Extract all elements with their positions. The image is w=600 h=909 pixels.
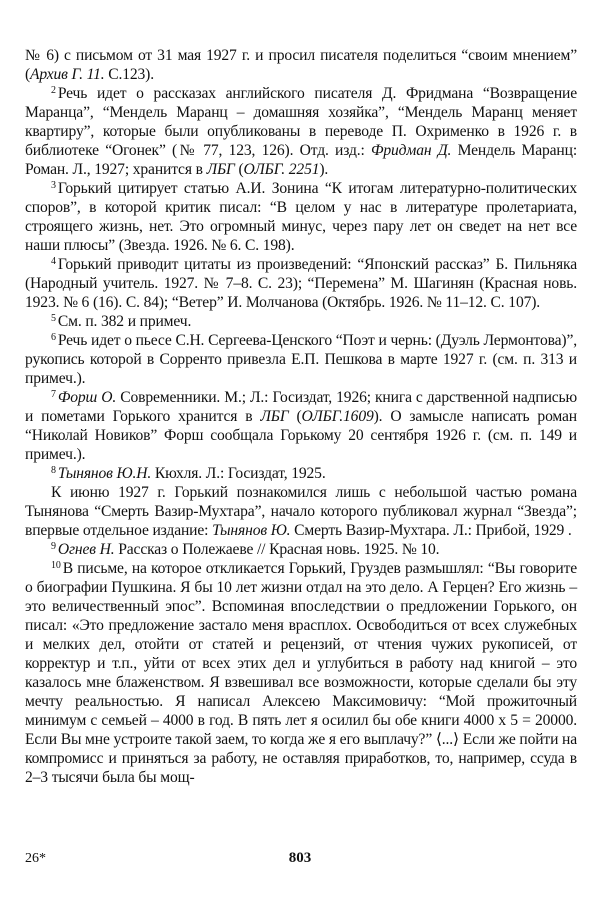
italic-reference: ОЛБГ. 2251 bbox=[243, 161, 320, 178]
text-run: Горький приводит цитаты из произведений: “Японский рассказ” Б. Пильняка (Народный учитель. 1927. № 7–8. С. 23); “Перемена” М. Шагинян (Красная новь. 1923. № 6 (16). С. 84); “Ветер” И. Молчанова (Октябрь. 1926. № 11–12. С. 107). bbox=[25, 256, 577, 311]
paragraph-note-6 bbox=[25, 331, 577, 388]
footnotes-body bbox=[25, 46, 577, 787]
paragraph-note-10 bbox=[25, 559, 577, 787]
text-run: Мендель Маранц: Роман. Л., 1927; хранится в bbox=[25, 142, 577, 178]
paragraph-note-8 bbox=[25, 464, 577, 483]
paragraph-note-4 bbox=[25, 255, 577, 312]
footnote-number: 5 bbox=[51, 313, 56, 324]
paragraph-note-9 bbox=[25, 540, 577, 559]
text-run: ). bbox=[319, 161, 329, 178]
footnote-number: 8 bbox=[51, 465, 56, 476]
italic-reference: ЛБГ bbox=[260, 408, 289, 425]
paragraph-note-8b bbox=[25, 483, 577, 540]
footnote-number: 2 bbox=[51, 85, 56, 96]
italic-reference: Тынянов Ю.Н. bbox=[57, 465, 152, 482]
text-run: ( bbox=[288, 408, 302, 425]
signature-mark: 26* bbox=[25, 851, 46, 866]
text-run: Горький цитирует статью А.И. Зонина “К итогам литературно-политических споров”, в которой критик писал: “В целом у нас в литературе пролетариата, строящего жизнь, нет. Это огромный минус, через пару лет он сведет на нет все наши плюсы” (Звезда. 1926. № 6. С. 198). bbox=[25, 180, 577, 254]
text-run: Речь идет о пьесе С.Н. Сергеева-Ценского “Поэт и чернь: (Дуэль Лермонтова)”, рукопись которой в Сорренто привезла Е.П. Пешкова в марте 1927 г. (см. п. 313 и примеч.). bbox=[25, 332, 577, 387]
footnote-number: 3 bbox=[51, 180, 56, 191]
paragraph-note-5 bbox=[25, 312, 577, 331]
paragraph-note-3 bbox=[25, 179, 577, 255]
page-number: 803 bbox=[288, 850, 312, 866]
italic-reference: Архив Г. 11. bbox=[30, 66, 105, 83]
paragraph-note-2 bbox=[25, 84, 577, 179]
text-run: К июню 1927 г. Горький познакомился лишь с небольшой частью романа Тынянова “Смерть Вазир-Мухтара”, начало которого публиковал журнал “Звезда”; впервые отдельное издание: bbox=[25, 484, 577, 539]
text-run: ). О замысле написать роман “Николай Новиков” Форш сообщала Горькому 20 сентября 1926 г. (см. п. 149 и примеч.). bbox=[25, 408, 577, 463]
text-run: Смерть Вазир-Мухтара. Л.: Прибой, 1929 . bbox=[290, 522, 572, 539]
text-run: № 6) с письмом от 31 мая 1927 г. и просил писателя поделиться “своим мнением” ( bbox=[25, 47, 577, 83]
footnote-number: 10 bbox=[51, 560, 61, 571]
text-run: Современники. М.; Л.: Госиздат, 1926; книга с дарственной надписью и пометами Горького хранится в bbox=[25, 389, 578, 425]
italic-reference: Форш О. bbox=[57, 389, 117, 406]
italic-reference: Тынянов Ю. bbox=[212, 522, 291, 539]
text-run: ( bbox=[234, 161, 244, 178]
text-run: С.123). bbox=[104, 66, 154, 83]
italic-reference: Фридман Д. bbox=[370, 142, 452, 159]
paragraph-p-cont bbox=[25, 46, 577, 84]
paragraph-note-7 bbox=[25, 388, 577, 464]
text-run: См. п. 382 и примеч. bbox=[57, 313, 192, 330]
footnote-number: 9 bbox=[51, 541, 56, 552]
italic-reference: Огнев Н. bbox=[57, 541, 115, 558]
footnote-number: 6 bbox=[51, 332, 56, 343]
text-run: Рассказ о Полежаеве // Красная новь. 1925. № 10. bbox=[114, 541, 440, 558]
footnote-number: 4 bbox=[51, 256, 56, 267]
italic-reference: ЛБГ bbox=[206, 161, 235, 178]
text-run: В письме, на которое откликается Горький, Груздев размышлял: “Вы говорите о биографии Пушкина. Я бы 10 лет жизни отдал на это дело. А Герцен? Его жизнь – это величественный эпос”. Вспоминая впоследствии о предложении Горького, он писал: «Это предложение застало меня врасплох. Освободиться от всех служебных и мелких дел, отойти от статей и рецензий, от чтения чужих рукописей, от корректур и т.п., уйти от всех этих дел и углубиться в работу над книгой – это казалось мне блаженством. Я взвешивал все возможности, которые сделали бы эту мечту реальностью. Я написал Алексею Максимовичу: “Мой прожиточный минимум с семьей – 4000 в год. В пять лет я осилил бы обе книги 4000 х 5 = 20000. Если Вы мне устроите такой заем, то когда же я его выплачу?” ⟨...⟩ Если же пойти на компромисс и приняться за работу, не оставляя приработков, то, например, ссуда в 2–3 тысячи была бы мощ- bbox=[25, 560, 577, 786]
footnote-number: 7 bbox=[51, 389, 56, 400]
italic-reference: ОЛБГ.1609 bbox=[301, 408, 374, 425]
text-run: Речь идет о рассказах английского писателя Д. Фридмана “Возвращение Маранца”, “Мендель Маранц – домашняя хозяйка”, “Мендель Маранц меняет квартиру”, которые были опубликованы в переводе П. Охрименко в 1926 г. в библиотеке “Огонек” (№ 77, 123, 126). Отд. изд.: bbox=[25, 85, 577, 159]
text-run: Кюхля. Л.: Госиздат, 1925. bbox=[151, 465, 326, 482]
